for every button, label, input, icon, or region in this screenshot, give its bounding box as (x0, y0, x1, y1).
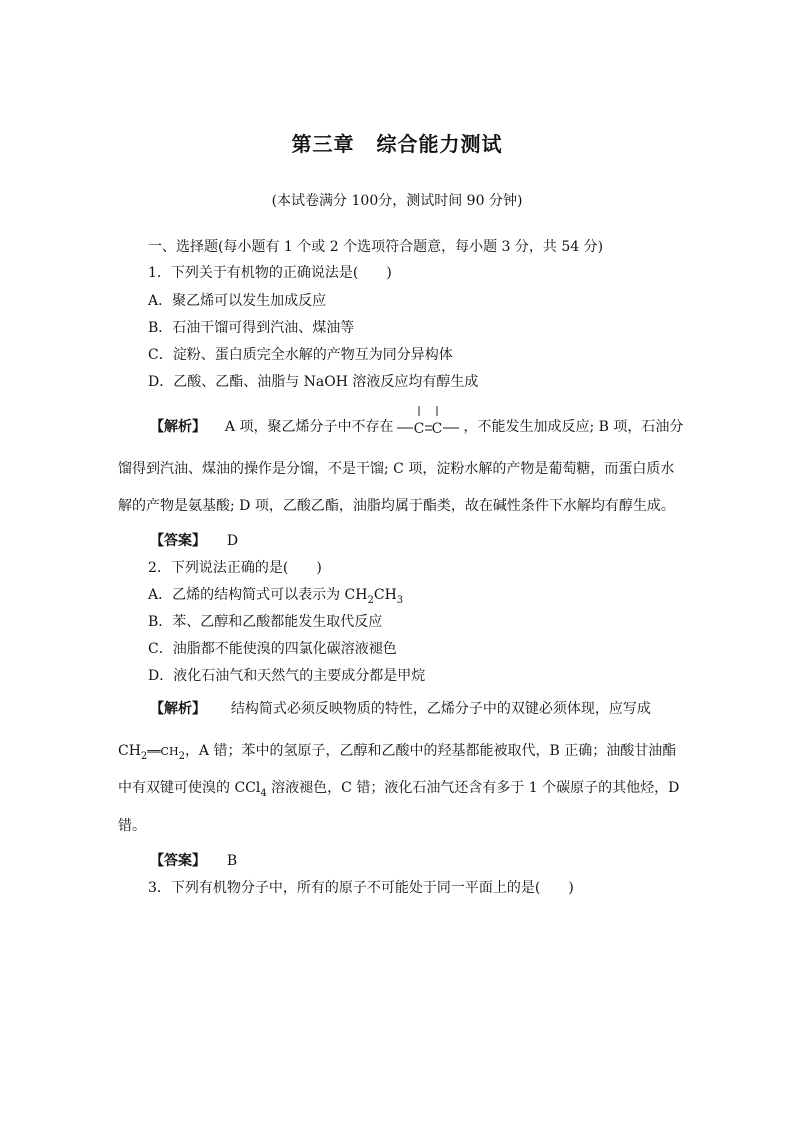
section-heading: 一、选择题(每小题有 1 个或 2 个选项符合题意，每小题 3 分，共 54 分) (148, 239, 604, 255)
question-1-option-a: A．聚乙烯可以发生加成反应 (148, 293, 327, 309)
page-title (0, 128, 794, 157)
question-1-option-c: C．淀粉、蛋白质完全水解的产物互为同分异构体 (148, 347, 453, 363)
analysis-label: 【解析】 (150, 701, 206, 717)
option-text: CH (373, 587, 397, 603)
question-2-analysis-line-4: 错。 (118, 818, 146, 834)
svg-text:C: C (432, 421, 443, 437)
question-1-option-b: B．石油干馏可得到汽油、煤油等 (148, 320, 355, 336)
question-1-analysis-line-1 (150, 416, 683, 436)
subscript: 2 (140, 750, 148, 762)
question-3-stem: 3．下列有机物分子中，所有的原子不可能处于同一平面上的是( ) (148, 880, 574, 896)
analysis-text: A 项，聚乙烯分子中不存在 (224, 419, 394, 435)
analysis-text: ，A 错；苯中的氢原子，乙醇和乙酸中的羟基都能被取代，B 正确；油酸甘油酯 (184, 743, 677, 759)
answer-label: 【答案】 (150, 853, 206, 869)
option-text: A．乙烯的结构简式可以表示为 CH (148, 587, 368, 603)
subscript: 4 (260, 787, 267, 799)
question-2-option-c: C．油脂都不能使溴的四氯化碳溶液褪色 (148, 641, 397, 657)
question-1-option-d: D．乙酸、乙酯、油脂与 NaOH 溶液反应均有醇生成 (148, 374, 479, 390)
question-2-option-a (148, 584, 403, 606)
analysis-text: 结构简式必须反映物质的特性，乙烯分子中的双键必须体现，应写成 (230, 701, 651, 717)
question-2-analysis-line-2 (118, 740, 676, 762)
question-2-option-b: B．苯、乙醇和乙酸都能发生取代反应 (148, 614, 383, 630)
formula-text: ══CH (147, 745, 179, 758)
double-bond-formula (397, 420, 459, 437)
subscript: 2 (178, 750, 185, 762)
exam-info: (本试卷满分 100分，测试时间 90 分钟) (271, 193, 523, 209)
question-2-answer (150, 850, 237, 870)
question-2-analysis-line-1 (150, 698, 651, 718)
question-1-stem: 1．下列关于有机物的正确说法是( ) (148, 265, 392, 281)
subscript: 2 (367, 594, 374, 606)
question-1-analysis-line-3: 解的产物是氨基酸; D 项，乙酸乙酯，油脂均属于酯类，故在碱性条件下水解均有醇生成。 (118, 498, 675, 514)
analysis-text: ，不能发生加成反应; B 项，石油分 (463, 419, 684, 435)
formula-text: CH (118, 743, 141, 759)
subscript: 3 (396, 594, 404, 606)
answer-label: 【答案】 (150, 533, 206, 549)
analysis-text: 溶液褪色，C 错；液化石油气还含有多于 1 个碳原子的其他烃，D (266, 780, 680, 796)
answer-value: D (226, 533, 239, 549)
question-2-analysis-line-3 (118, 777, 679, 799)
question-2-option-d: D．液化石油气和天然气的主要成分都是甲烷 (148, 668, 426, 684)
analysis-label: 【解析】 (150, 419, 206, 435)
title-name: 综合能力测试 (376, 132, 503, 156)
analysis-text: 中有双键可使溴的 CCl (118, 780, 261, 796)
question-2-stem: 2．下列说法正确的是( ) (148, 560, 322, 576)
svg-text:C: C (414, 421, 425, 437)
title-chapter: 第三章 (291, 132, 355, 156)
question-1-analysis-line-2: 馏得到汽油、煤油的操作是分馏，不是干馏; C 项，淀粉水解的产物是葡萄糖，而蛋白质水 (118, 461, 675, 477)
question-1-answer (150, 530, 238, 550)
answer-value: B (226, 853, 238, 869)
